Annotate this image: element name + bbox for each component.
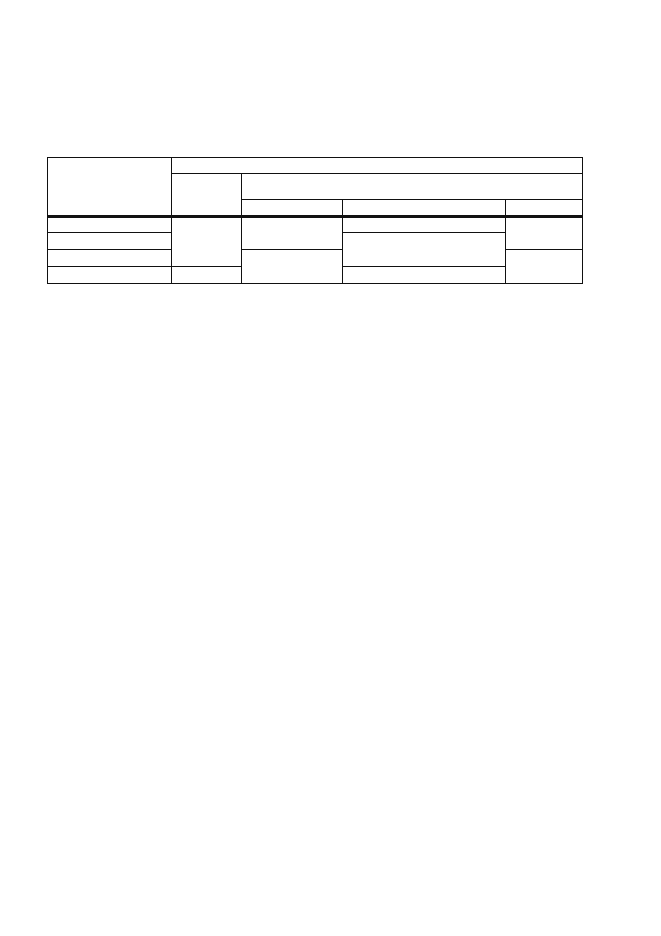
table3-thickness-cell: [48, 267, 172, 284]
table3-thickness-cell: [48, 250, 172, 267]
table3-header-col3: [506, 200, 583, 217]
table3-header-svr: [172, 174, 242, 217]
table3-thickness-cell: [48, 233, 172, 250]
table3-svr-cell: [172, 217, 242, 267]
table3-header-tr: [242, 174, 583, 200]
table3-header-group: [172, 158, 583, 174]
table3-header-thickness: [48, 158, 172, 217]
table3-col1-cell: [242, 250, 343, 284]
table3-thickness-cell: [48, 217, 172, 233]
table3-col2-cell: [343, 217, 506, 233]
table3-col3-cell: [506, 250, 583, 284]
table3-col2-cell: [343, 267, 506, 284]
table-3: [47, 157, 583, 284]
table3-header-col1: [242, 200, 343, 217]
table3-col2-cell: [343, 233, 506, 267]
table3-header-col2: [343, 200, 506, 217]
table3-col1-cell: [242, 217, 343, 250]
table3-svr-cell: [172, 267, 242, 284]
table3-col3-cell: [506, 217, 583, 250]
table-row: [48, 217, 583, 233]
